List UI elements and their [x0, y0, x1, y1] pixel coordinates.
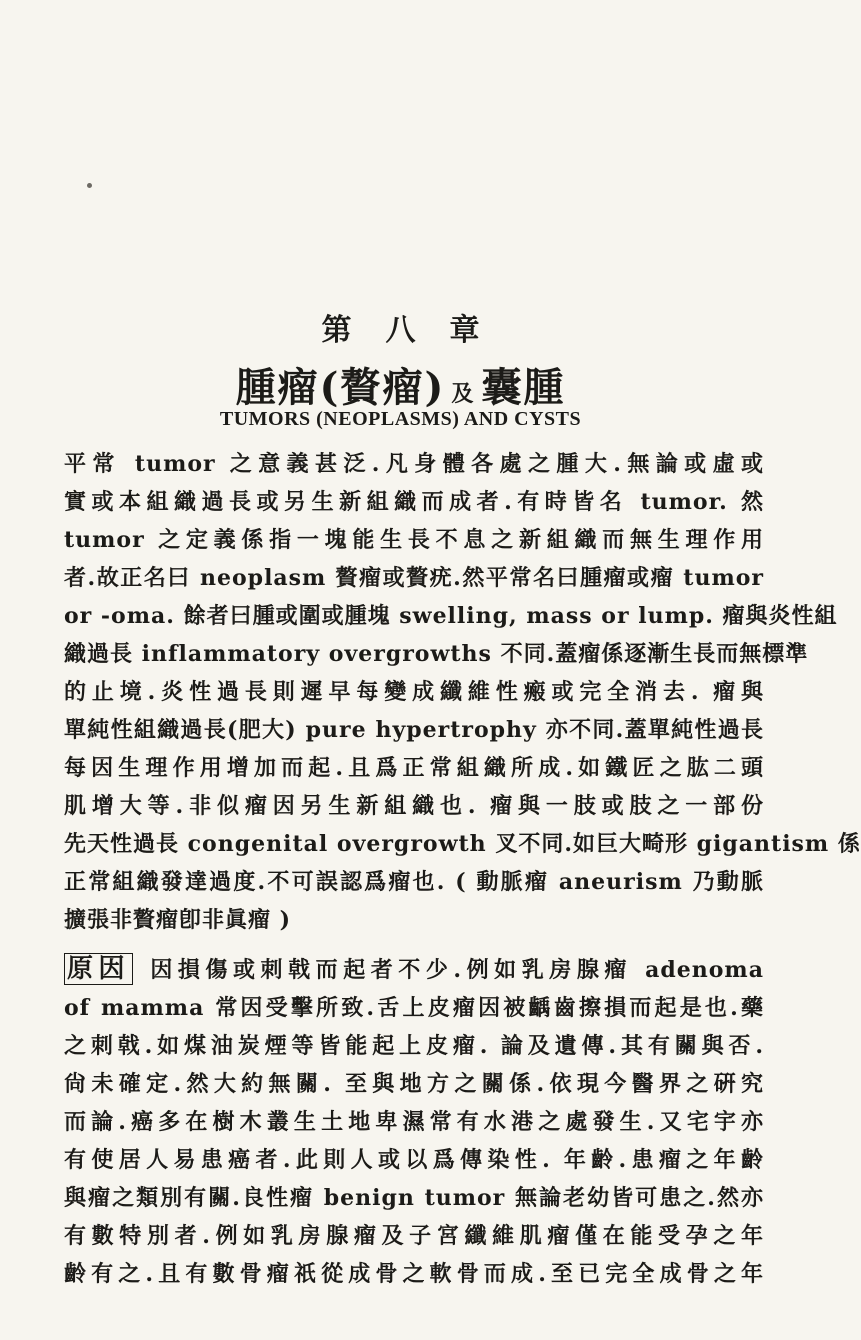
chapter-title-main: 腫瘤(贅瘤) [235, 364, 446, 411]
text-line: 織過長 inflammatory overgrowths 不同.蓋瘤係逐漸生長而無標準 [64, 641, 809, 667]
text-line: 平常 tumor 之意義甚泛.凡身體各處之腫大.無論或虛或 [64, 451, 764, 477]
text-line: 齡有之.且有數骨瘤祇從成骨之軟骨而成.至已完全成骨之年 [64, 1261, 764, 1287]
text-line: 每因生理作用增加而起.且爲正常組織所成.如鐵匠之肱二頭 [64, 755, 764, 781]
text-line: 的止境.炎性過長則遲早每變成纖維性瘢或完全消去. 瘤與 [64, 679, 764, 705]
text-line: 者.故正名曰 neoplasm 贅瘤或贅疣.然平常名曰腫瘤或瘤 tumor [64, 565, 764, 591]
chapter-title-joiner: 及 [451, 381, 476, 407]
text-line: 尙未確定.然大約無關. 至與地方之關係.依現今醫界之硏究 [64, 1071, 764, 1097]
text-line: tumor 之定義係指一塊能生長不息之新組織而無生理作用 [64, 527, 764, 553]
text-line-with-heading [64, 951, 764, 989]
text-line: 先天性過長 congenital overgrowth 叉不同.如巨大畸形 gigantism 係 [64, 831, 861, 857]
text-line: 有使居人易患癌者.此則人或以爲傳染性. 年齡.患瘤之年齡 [64, 1147, 764, 1173]
text-line: 而論.癌多在樹木叢生土地卑濕常有水港之處發生.又宅宇亦 [64, 1109, 764, 1135]
ink-speck [87, 183, 92, 188]
text-line: 正常組織發達過度.不可誤認爲瘤也. ( 動脈瘤 aneurism 乃動脈 [64, 869, 764, 895]
text-line: 實或本組織過長或另生新組織而成者.有時皆名 tumor. 然 [64, 489, 764, 515]
chapter-number: 第八章 [321, 313, 514, 348]
text-line: of mamma 常因受擊所致.舌上皮瘤因被齲齒擦損而起是也.藥 [64, 995, 764, 1021]
text-line: 因損傷或刺戟而起者不少.例如乳房腺瘤 adenoma [150, 957, 764, 983]
text-line: 與瘤之類別有關.良性瘤 benign tumor 無論老幼皆可患之.然亦 [64, 1185, 764, 1211]
text-line: or -oma. 餘者曰腫或圍或腫塊 swelling, mass or lump. 瘤與炎性組 [64, 603, 838, 629]
text-line: 擴張非贅瘤卽非眞瘤 ) [64, 907, 292, 933]
section-heading: 原因 [64, 953, 133, 985]
body-text [64, 445, 861, 1293]
chapter-title-end: 囊腫 [481, 364, 566, 411]
english-title: TUMORS (NEOPLASMS) AND CYSTS [219, 408, 582, 430]
text-line: 單純性組織過長(肥大) pure hypertrophy 亦不同.蓋單純性過長 [64, 717, 764, 743]
chapter-title [0, 356, 801, 413]
text-line: 之刺戟.如煤油炭煙等皆能起上皮瘤. 論及遺傳.其有關與否. [64, 1033, 764, 1059]
text-line: 肌增大等.非似瘤因另生新組織也. 瘤與一肢或肢之一部份 [64, 793, 764, 819]
text-line: 有數特別者.例如乳房腺瘤及子宮纖維肌瘤僅在能受孕之年 [64, 1223, 764, 1249]
